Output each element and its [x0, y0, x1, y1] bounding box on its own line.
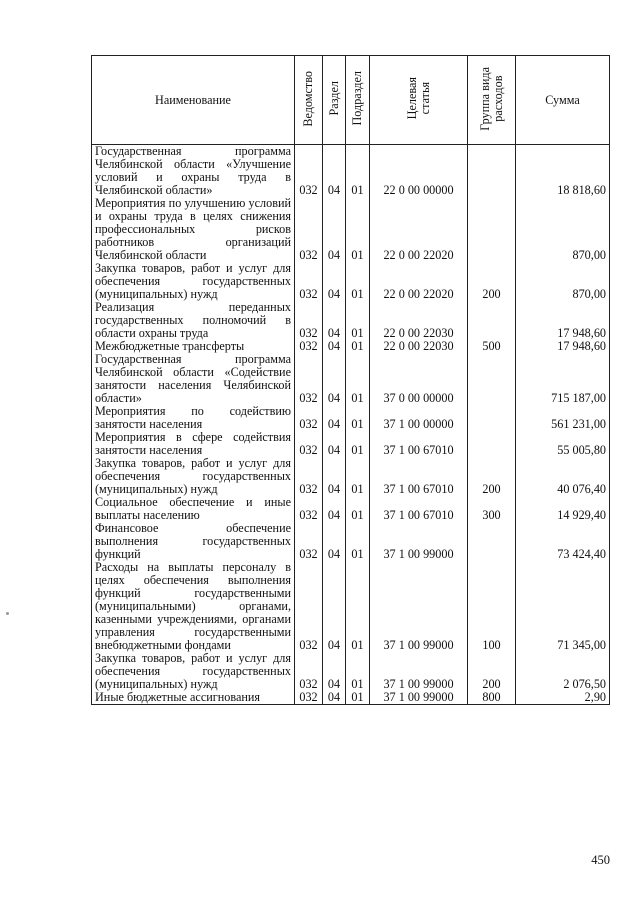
row-group: 200 — [468, 457, 516, 496]
header-razdel — [323, 56, 346, 145]
row-sum: 2,90 — [516, 691, 610, 705]
header-vedomstvo — [295, 56, 323, 145]
header-vedomstvo-label: Ведомство — [301, 70, 315, 127]
row-podrazdel: 01 — [346, 340, 370, 353]
row-name: Государственная программа Челябинской области «Содействие занятости населения Челябинской области» — [92, 353, 295, 405]
row-name: Финансовое обеспечение выполнения государственных функций — [92, 522, 295, 561]
table-row — [92, 197, 610, 262]
table-row — [92, 691, 610, 705]
row-podrazdel: 01 — [346, 197, 370, 262]
row-group — [468, 353, 516, 405]
table-row — [92, 353, 610, 405]
table-row — [92, 262, 610, 301]
header-group-label: Группа вида расходов — [477, 66, 505, 131]
table-row — [92, 431, 610, 457]
row-podrazdel: 01 — [346, 522, 370, 561]
row-sum: 71 345,00 — [516, 561, 610, 652]
row-sum: 73 424,40 — [516, 522, 610, 561]
row-podrazdel: 01 — [346, 301, 370, 340]
table-row — [92, 496, 610, 522]
row-vedomstvo: 032 — [295, 301, 323, 340]
row-razdel: 04 — [323, 145, 346, 198]
row-name: Иные бюджетные ассигнования — [92, 691, 295, 705]
row-name: Социальное обеспечение и иные выплаты населению — [92, 496, 295, 522]
row-sum: 17 948,60 — [516, 340, 610, 353]
table-row — [92, 522, 610, 561]
header-name: Наименование — [92, 56, 295, 145]
row-sum: 18 818,60 — [516, 145, 610, 198]
row-razdel: 04 — [323, 431, 346, 457]
row-podrazdel: 01 — [346, 691, 370, 705]
budget-table — [91, 55, 610, 705]
row-vedomstvo: 032 — [295, 561, 323, 652]
table-row — [92, 405, 610, 431]
row-vedomstvo: 032 — [295, 691, 323, 705]
table-row — [92, 561, 610, 652]
row-razdel: 04 — [323, 262, 346, 301]
row-vedomstvo: 032 — [295, 353, 323, 405]
row-target: 22 0 00 22030 — [370, 301, 468, 340]
row-vedomstvo: 032 — [295, 522, 323, 561]
row-sum: 40 076,40 — [516, 457, 610, 496]
row-razdel: 04 — [323, 561, 346, 652]
row-name: Мероприятия по содействию занятости населения — [92, 405, 295, 431]
row-target: 37 1 00 67010 — [370, 457, 468, 496]
row-target: 37 1 00 99000 — [370, 691, 468, 705]
table-row — [92, 457, 610, 496]
row-podrazdel: 01 — [346, 561, 370, 652]
row-target: 37 1 00 00000 — [370, 405, 468, 431]
row-group — [468, 301, 516, 340]
row-razdel: 04 — [323, 457, 346, 496]
row-name: Мероприятия по улучшению условий и охраны труда в целях снижения профессиональных рисков работников организаций Челябинской области — [92, 197, 295, 262]
row-podrazdel: 01 — [346, 652, 370, 691]
page-number: 450 — [591, 853, 610, 867]
row-sum: 715 187,00 — [516, 353, 610, 405]
row-target: 37 1 00 99000 — [370, 561, 468, 652]
header-podrazdel-label: Подраздел — [350, 71, 364, 126]
row-target: 22 0 00 00000 — [370, 145, 468, 198]
row-vedomstvo: 032 — [295, 431, 323, 457]
row-group — [468, 431, 516, 457]
row-razdel: 04 — [323, 340, 346, 353]
row-sum: 2 076,50 — [516, 652, 610, 691]
header-group — [468, 56, 516, 145]
row-target: 37 1 00 67010 — [370, 431, 468, 457]
row-podrazdel: 01 — [346, 262, 370, 301]
row-name: Реализация переданных государственных полномочий в области охраны труда — [92, 301, 295, 340]
table-row — [92, 652, 610, 691]
row-sum: 870,00 — [516, 197, 610, 262]
row-vedomstvo: 032 — [295, 262, 323, 301]
row-name: Закупка товаров, работ и услуг для обеспечения государственных (муниципальных) нужд — [92, 457, 295, 496]
row-name: Расходы на выплаты персоналу в целях обеспечения выполнения функций государственными (муниципальными) органами, казенными учреждениями, органами управления государственными внебюджетными фондами — [92, 561, 295, 652]
row-group: 800 — [468, 691, 516, 705]
row-podrazdel: 01 — [346, 496, 370, 522]
row-sum: 870,00 — [516, 262, 610, 301]
table-header — [92, 56, 610, 145]
header-podrazdel — [346, 56, 370, 145]
header-sum: Сумма — [516, 56, 610, 145]
row-target: 37 1 00 99000 — [370, 652, 468, 691]
row-group: 200 — [468, 652, 516, 691]
row-razdel: 04 — [323, 301, 346, 340]
row-vedomstvo: 032 — [295, 197, 323, 262]
table-row — [92, 145, 610, 198]
table-header-row — [92, 56, 610, 145]
row-podrazdel: 01 — [346, 145, 370, 198]
row-podrazdel: 01 — [346, 405, 370, 431]
row-sum: 561 231,00 — [516, 405, 610, 431]
row-target: 37 0 00 00000 — [370, 353, 468, 405]
header-target — [370, 56, 468, 145]
row-group: 100 — [468, 561, 516, 652]
row-group: 300 — [468, 496, 516, 522]
row-target: 22 0 00 22020 — [370, 197, 468, 262]
row-target: 37 1 00 67010 — [370, 496, 468, 522]
row-razdel: 04 — [323, 522, 346, 561]
row-razdel: 04 — [323, 405, 346, 431]
row-vedomstvo: 032 — [295, 405, 323, 431]
table-body — [92, 145, 610, 705]
row-group — [468, 145, 516, 198]
row-group — [468, 405, 516, 431]
row-name: Государственная программа Челябинской области «Улучшение условий и охраны труда в Челябинской области» — [92, 145, 295, 198]
row-target: 22 0 00 22020 — [370, 262, 468, 301]
row-group: 200 — [468, 262, 516, 301]
header-target-label: Целевая статья — [404, 77, 432, 120]
row-razdel: 04 — [323, 353, 346, 405]
row-podrazdel: 01 — [346, 457, 370, 496]
row-vedomstvo: 032 — [295, 340, 323, 353]
margin-mark — [6, 612, 9, 615]
row-podrazdel: 01 — [346, 431, 370, 457]
row-razdel: 04 — [323, 197, 346, 262]
table-row — [92, 301, 610, 340]
row-group: 500 — [468, 340, 516, 353]
row-vedomstvo: 032 — [295, 496, 323, 522]
row-vedomstvo: 032 — [295, 457, 323, 496]
row-target: 37 1 00 99000 — [370, 522, 468, 561]
header-razdel-label: Раздел — [326, 81, 341, 116]
row-name: Закупка товаров, работ и услуг для обеспечения государственных (муниципальных) нужд — [92, 262, 295, 301]
row-group — [468, 197, 516, 262]
row-sum: 14 929,40 — [516, 496, 610, 522]
row-vedomstvo: 032 — [295, 145, 323, 198]
row-name: Межбюджетные трансферты — [92, 340, 295, 353]
row-group — [468, 522, 516, 561]
row-razdel: 04 — [323, 691, 346, 705]
row-target: 22 0 00 22030 — [370, 340, 468, 353]
row-razdel: 04 — [323, 652, 346, 691]
row-sum: 17 948,60 — [516, 301, 610, 340]
row-name: Мероприятия в сфере содействия занятости населения — [92, 431, 295, 457]
row-vedomstvo: 032 — [295, 652, 323, 691]
row-name: Закупка товаров, работ и услуг для обеспечения государственных (муниципальных) нужд — [92, 652, 295, 691]
row-razdel: 04 — [323, 496, 346, 522]
row-sum: 55 005,80 — [516, 431, 610, 457]
row-podrazdel: 01 — [346, 353, 370, 405]
